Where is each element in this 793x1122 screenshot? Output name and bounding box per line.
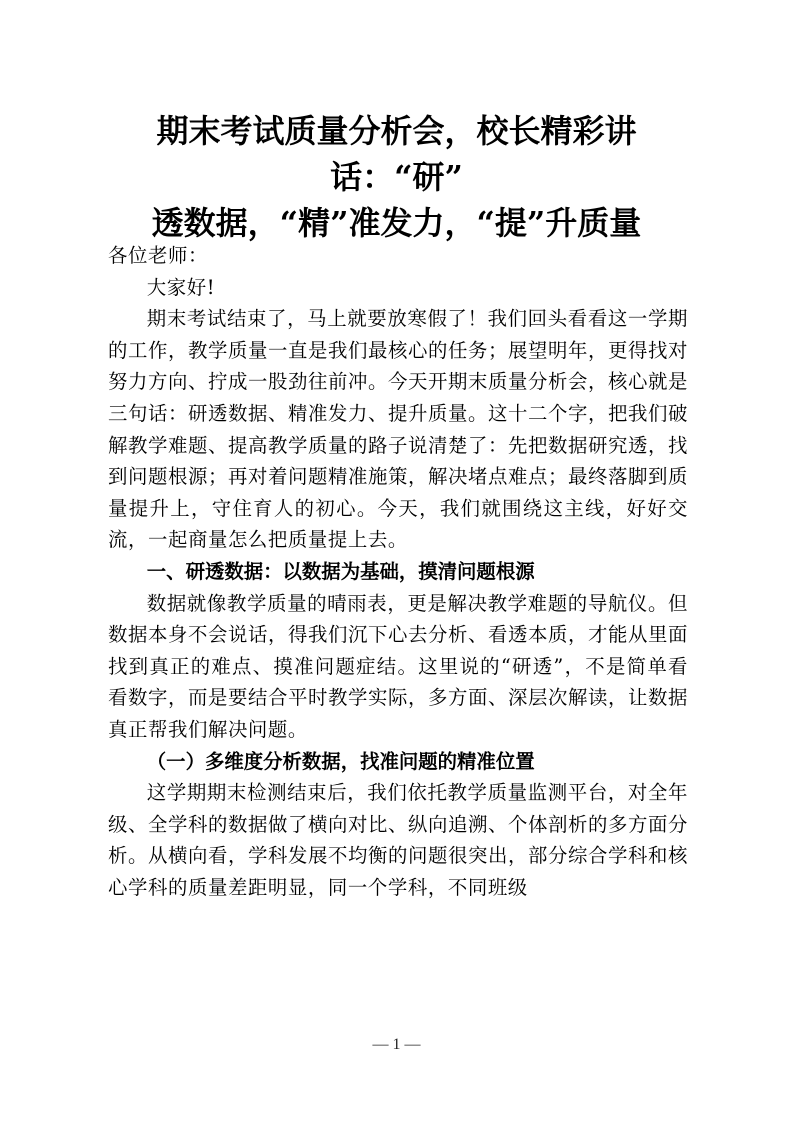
intro-paragraph: 期末考试结束了，马上就要放寒假了！我们回头看看这一学期的工作，教学质量一直是我们最核心的任务；展望明年，更得找对努力方向、拧成一股劲往前冲。今天开期末质量分析会，核心就是三句话：研透数据、精准发力、提升质量。这十二个字，把我们破解教学难题、提高教学质量的路子说清楚了：先把数据研究透，找到问题根源；再对着问题精准施策，解决堵点难点；最终落脚到质量提升上，守住育人的初心。今天，我们就围绕这主线，好好交流，一起商量怎么把质量提上去。 <box>108 307 688 552</box>
title-line-2: 透数据，“精”准发力，“提”升质量 <box>151 204 642 242</box>
greeting: 大家好! <box>146 275 216 299</box>
title-line-1: 期末考试质量分析会，校长精彩讲话：“研” <box>156 112 637 196</box>
section-1-paragraph: 数据就像教学质量的晴雨表，更是解决教学难题的导航仪。但数据本身不会说话，得我们沉下心去分析、看透本质，才能从里面找到真正的难点、摸准问题症结。这里说的“研透”，不是简单看看数字，而是要结合平时教学实际，多方面、深层次解读，让数据真正帮我们解决问题。 <box>108 591 688 741</box>
subsection-heading-1: （一）多维度分析数据，找准问题的精准位置 <box>146 749 535 773</box>
document-title <box>100 108 693 246</box>
subsection-1-paragraph: 这学期期末检测结束后，我们依托教学质量监测平台，对全年级、全学科的数据做了横向对比、纵向追溯、个体剖析的多方面分析。从横向看，学科发展不均衡的问题很突出，部分综合学科和核心学科的质量差距明显，同一个学科，不同班级 <box>108 781 688 899</box>
salutation: 各位老师： <box>108 244 208 267</box>
document-body <box>108 240 688 903</box>
section-heading-1: 一、研透数据：以数据为基础，摸清问题根源 <box>146 559 535 583</box>
page-number: — 1 — <box>372 1036 421 1053</box>
